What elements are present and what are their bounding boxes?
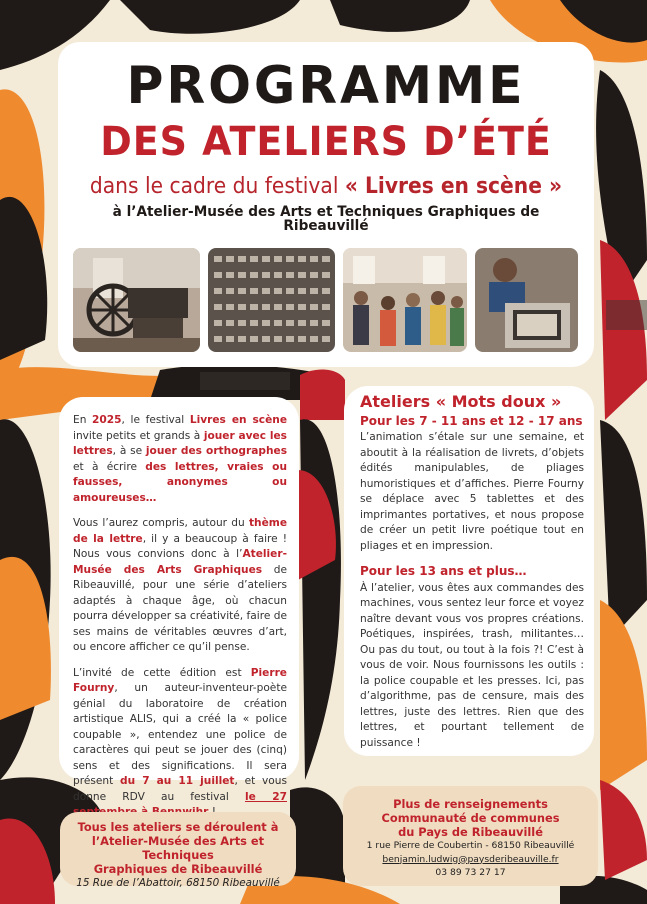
header-panel bbox=[58, 42, 594, 367]
theme-highlight: thème de la lettre bbox=[73, 517, 287, 545]
guest-highlight: Pierre Fourny bbox=[73, 666, 287, 694]
workshops-title: Ateliers « Mots doux » bbox=[360, 392, 562, 411]
contact-email-link[interactable]: benjamin.ludwig@paysderibeauville.fr bbox=[382, 853, 559, 865]
festival-subtitle bbox=[79, 176, 572, 198]
contact-title: Plus de renseignements bbox=[393, 797, 548, 811]
contact-footer bbox=[343, 786, 598, 886]
text: invite petits et grands à bbox=[73, 429, 204, 442]
museum-highlight: Atelier-Musée des Arts Graphiques bbox=[73, 548, 287, 576]
section-text-kids: L’animation s’étale sur une semaine, et aboutit à la réalisation de livrets, d’objets édités manipulables, de pliages humoristiques et d’affiches. Pierre Fourny se déplace avec 5 tablettes et des imprimantes portatives, et nous propose de créer un petit livre poétique tout en pliages et en impression. bbox=[360, 431, 584, 552]
venue-footer bbox=[60, 812, 296, 889]
venue-address: 15 Rue de l’Abattoir, 68150 Ribeauvillé bbox=[76, 877, 280, 889]
subtitle-prefix: dans le cadre du festival bbox=[89, 174, 345, 199]
contact-phone: 03 89 73 27 17 bbox=[435, 867, 506, 878]
highlight: jouer avec les lettres bbox=[73, 429, 287, 457]
printing-workshop-photo bbox=[475, 248, 578, 352]
festival-name: « Livres en scène » bbox=[344, 174, 563, 199]
intro-panel bbox=[59, 397, 299, 803]
text: , un auteur-inventeur-poète génial du laboratoire de création artistique ALIS, qui a créé la « police coupable », entendez une police de caractères qui peut se jouer des (cinq) sens et des significations. Il sera présent bbox=[73, 682, 287, 787]
title-line-1: PROGRAMME bbox=[126, 56, 526, 116]
event-date-highlight: le 27 bbox=[245, 790, 287, 803]
section-text-adults: À l’atelier, vous êtes aux commandes des machines, vous sentez leur force et voyez naître devant vous vos propres créations. Poétiques, inspirées, trash, militantes… Ou pas du tout, ou tout à la fois ?! C’est à vous de voir. Nous fournissons les outils : la police coupable et les presses. Ici, pas d’algorithme, pas de censure, mais des lettres, juste des lettres. Rien que des lettres, et pourtant tellement de puissance ! bbox=[360, 581, 584, 749]
contact-org-line-2: du Pays de Ribeauvillé bbox=[398, 825, 543, 839]
contact-org-line-1: Communauté de communes bbox=[381, 811, 560, 825]
text: , et vous donne RDV au festival bbox=[73, 775, 287, 803]
highlight: des lettres, vraies ou fausses, anonymes ou amoureuses… bbox=[73, 460, 287, 504]
venue-line-1: Tous les ateliers se déroulent à bbox=[77, 820, 279, 834]
intro-paragraph-3 bbox=[73, 666, 287, 821]
text: En bbox=[73, 414, 93, 426]
text: , à se bbox=[112, 445, 146, 457]
type-case-photo bbox=[208, 248, 335, 352]
intro-paragraph-2 bbox=[73, 516, 287, 656]
text: de Ribeauvillé, pour une série d’ateliers adaptés à chaque âge, où chacun pourra développer sa créativité, faire de ses mains de véritables œuvres d’art, ou encore afficher ce qu’il pense. bbox=[73, 563, 287, 653]
section-heading-kids: Pour les 7 - 11 ans et 12 - 17 ans bbox=[360, 413, 583, 428]
intro-paragraph-1 bbox=[73, 413, 287, 506]
workshops-panel bbox=[344, 386, 594, 756]
text: et à écrire bbox=[73, 460, 146, 473]
workshop-group-photo bbox=[343, 248, 467, 352]
date-highlight: du 7 au 11 juillet bbox=[120, 775, 235, 787]
venue-line-2: l’Atelier-Musée des Arts et Techniques bbox=[91, 834, 265, 862]
location-line: à l’Atelier-Musée des Arts et Techniques Graphiques de Ribeauvillé bbox=[112, 204, 540, 235]
year-highlight: 2025 bbox=[92, 414, 122, 426]
venue-line-3: Graphiques de Ribeauvillé bbox=[93, 862, 263, 876]
text: L’invité de cette édition est bbox=[73, 666, 251, 679]
printing-press-photo bbox=[73, 248, 200, 352]
highlight: jouer des orthographes bbox=[145, 445, 287, 457]
title-line-2: DES ATELIERS D’ÉTÉ bbox=[100, 119, 552, 165]
text: Vous l’aurez compris, autour du bbox=[73, 517, 249, 529]
contact-address: 1 rue Pierre de Coubertin - 68150 Ribeauvillé bbox=[366, 840, 575, 851]
section-heading-adults: Pour les 13 ans et plus… bbox=[360, 564, 527, 578]
festival-highlight: Livres en scène bbox=[189, 414, 287, 426]
text: , il y a beaucoup à faire ! Nous vous convions donc à l’ bbox=[73, 532, 287, 560]
text: , le festival bbox=[121, 414, 190, 426]
